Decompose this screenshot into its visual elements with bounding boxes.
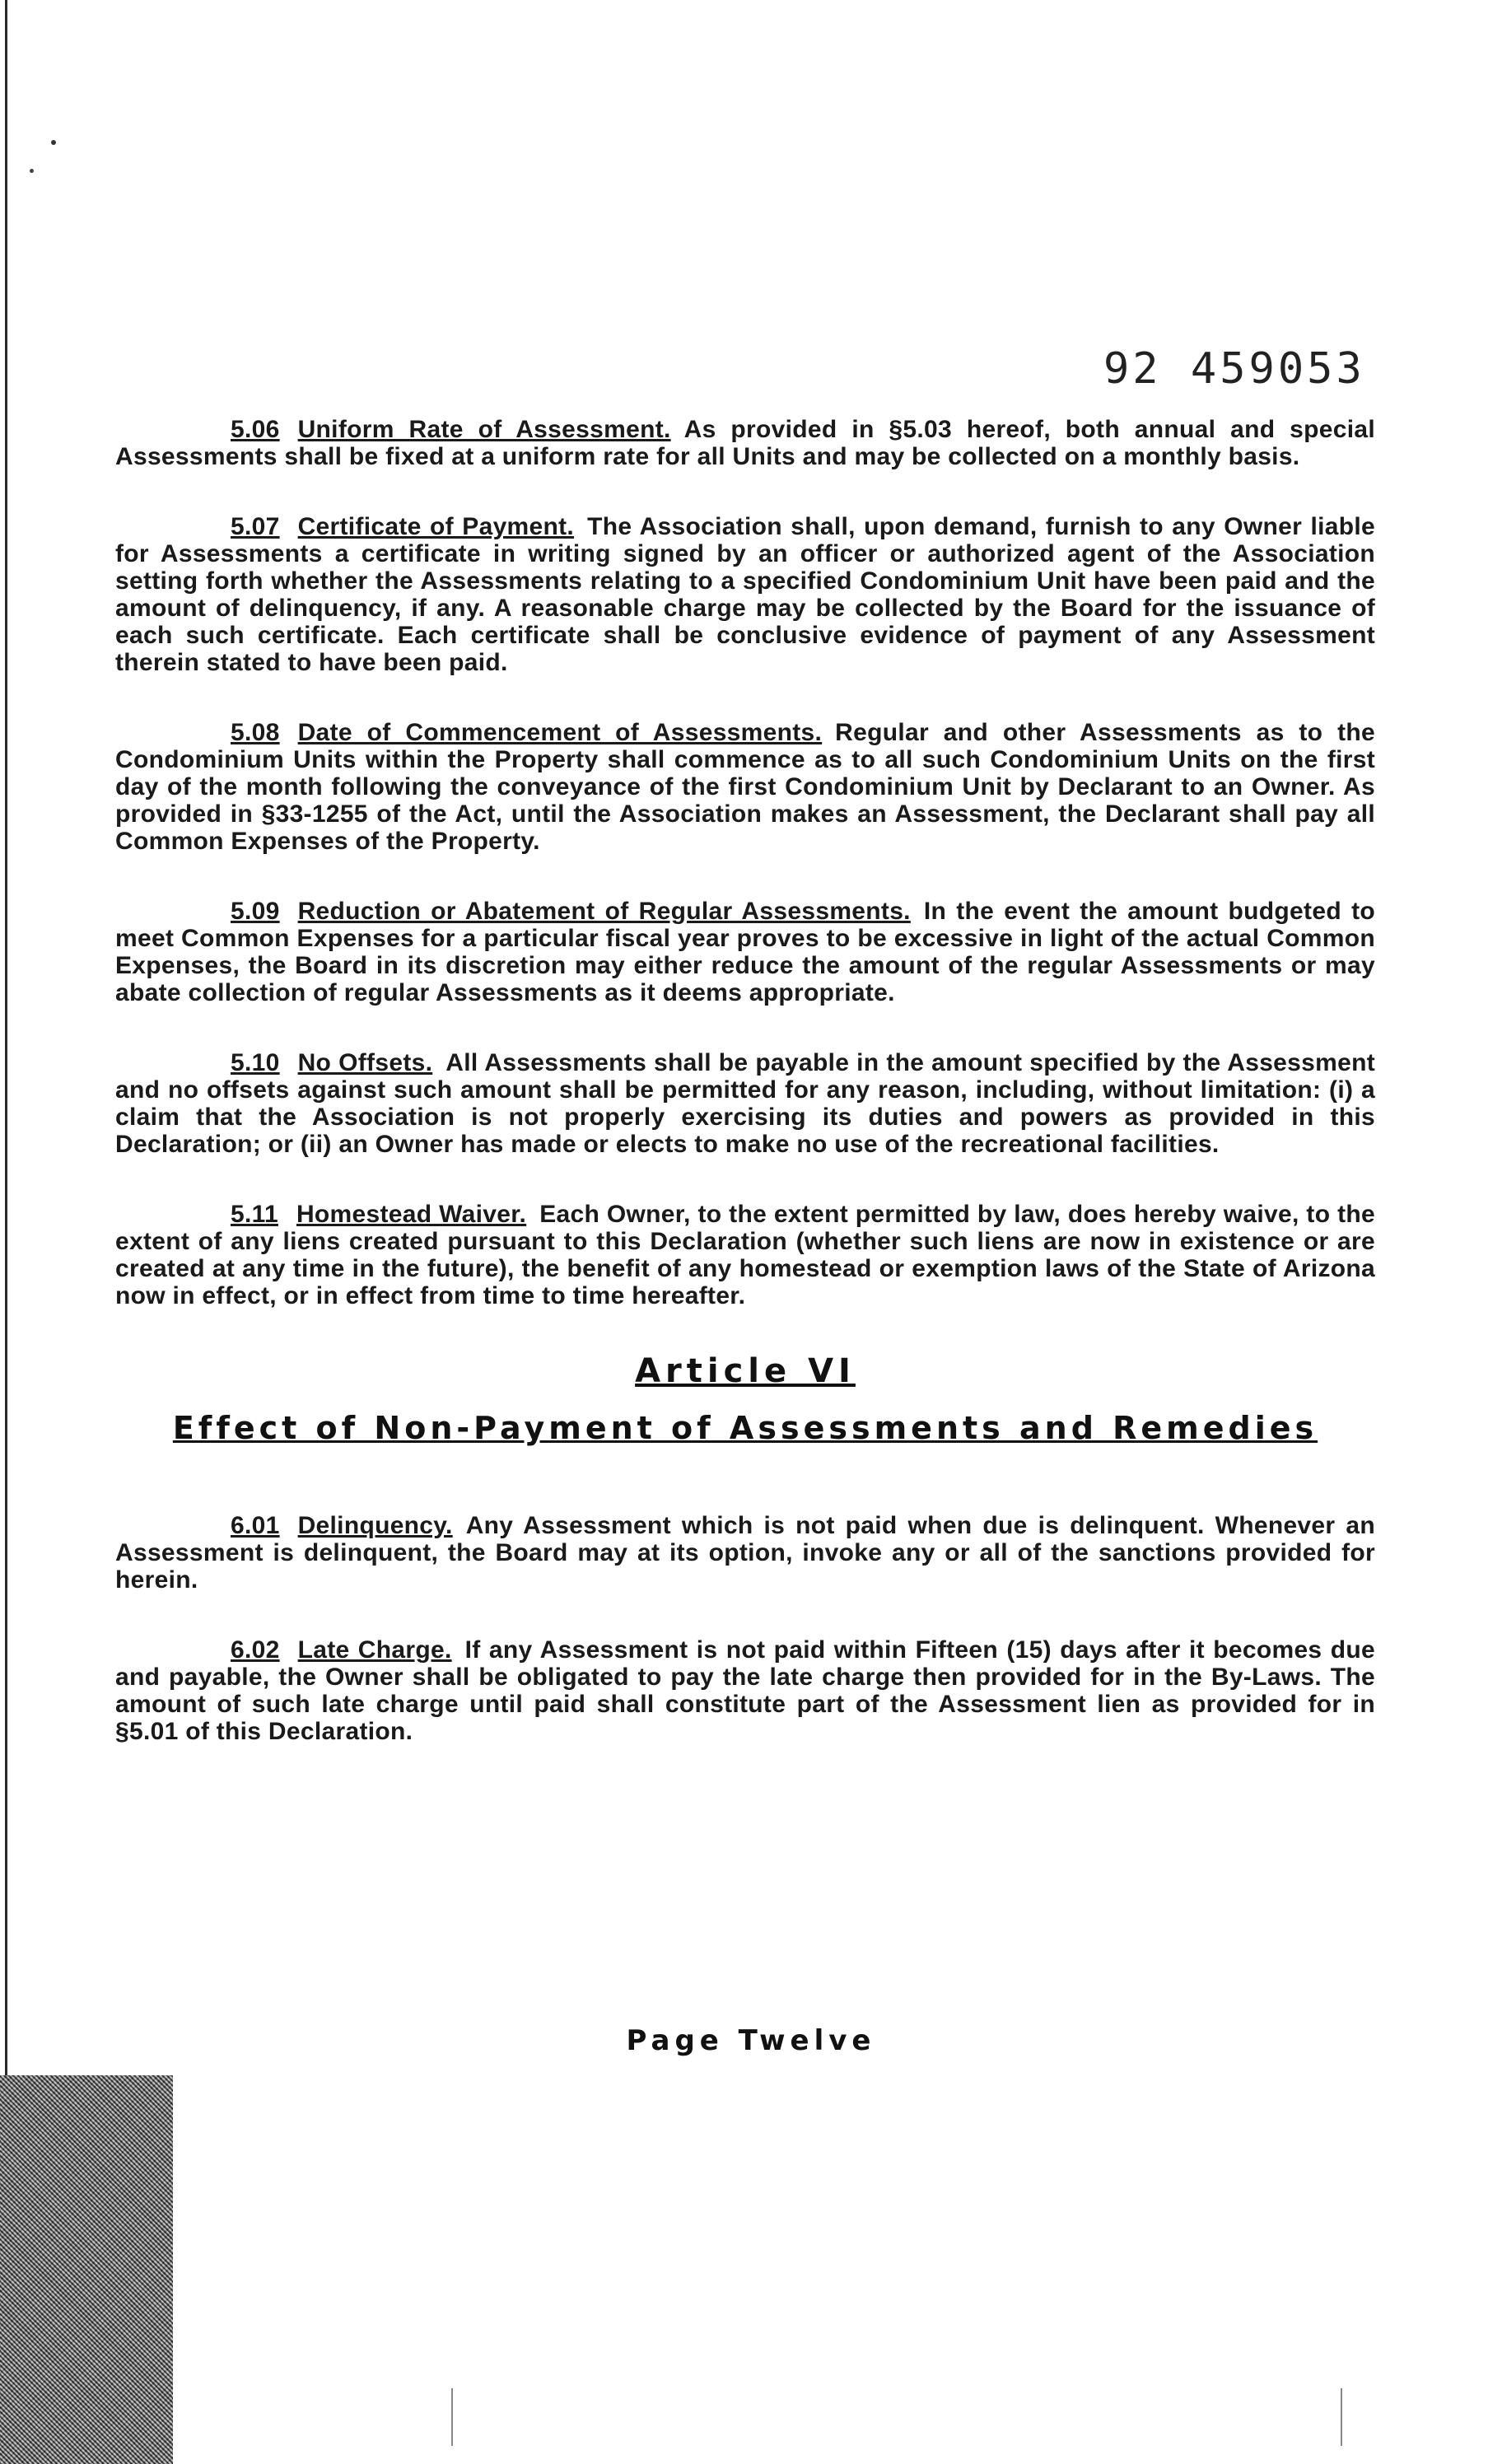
section-number: 5.11 — [231, 1201, 278, 1228]
section-number: 5.06 — [231, 416, 280, 443]
scan-mark — [451, 2388, 453, 2446]
section-body: Each Owner, to the extent permitted by law, does hereby waive, to the extent of any liens created pursuant to this Declaration (whether such liens are now in existence or are created at any time in the future), the benefit of any homestead or exemption laws of the State of Arizona now in effect, or in effect from time to time hereafter. — [115, 1201, 1375, 1309]
scan-mark — [1341, 2388, 1342, 2446]
section-title: Certificate of Payment. — [297, 513, 575, 540]
article-title: Effect of Non-Payment of Assessments and Remedies — [172, 1410, 1318, 1446]
section-6-02 — [115, 1636, 1375, 1745]
section-5-08 — [115, 719, 1375, 855]
section-body: Regular and other Assessments as to the Condominium Units within the Property shall commence as to all such Condominium Units on the first day of the month following the conveyance of the first Condominium Unit by Declarant to an Owner. As provided in §33-1255 of the Act, until the Association makes an Assessment, the Declarant shall pay all Common Expenses of the Property. — [115, 719, 1375, 855]
section-body: Any Assessment which is not paid when due is delinquent. Whenever an Assessment is delinquent, the Board may at its option, invoke any or all of the sanctions provided for herein. — [115, 1512, 1375, 1594]
section-number: 5.10 — [231, 1049, 280, 1076]
section-number: 5.07 — [231, 513, 280, 540]
scan-speck — [51, 140, 56, 145]
page-content — [115, 416, 1375, 1788]
section-body: The Association shall, upon demand, furnish to any Owner liable for Assessments a certificate in writing signed by an officer or authorized agent of the Association setting forth whether the Assessments relating to a specified Condominium Unit have been paid and the amount of delinquency, if any. A reasonable charge may be collected by the Board for the issuance of each such certificate. Each certificate shall be conclusive evidence of payment of any Assessment therein stated to have been paid. — [115, 513, 1375, 676]
section-title: Uniform Rate of Assessment. — [297, 416, 671, 443]
section-5-06 — [115, 416, 1375, 470]
section-title: No Offsets. — [297, 1049, 433, 1076]
section-number: 5.08 — [231, 719, 280, 746]
section-body: If any Assessment is not paid within Fifteen (15) days after it becomes due and payable, the Owner shall be obligated to pay the late charge then provided for in the By-Laws. The amount of such late charge until paid shall constitute part of the Assessment lien as provided for in §5.01 of this Declaration. — [115, 1636, 1375, 1745]
section-5-07 — [115, 513, 1375, 676]
section-title: Late Charge. — [297, 1636, 452, 1664]
section-title: Reduction or Abatement of Regular Assessments. — [297, 898, 911, 925]
scan-noise-block — [0, 2075, 173, 2464]
section-5-10 — [115, 1049, 1375, 1158]
section-title: Homestead Waiver. — [296, 1201, 527, 1228]
section-body: As provided in §5.03 hereof, both annual and special Assessments shall be fixed at a uniform rate for all Units and may be collected on a monthly basis. — [115, 416, 1376, 470]
section-number: 6.01 — [231, 1512, 280, 1539]
section-body: In the event the amount budgeted to meet Common Expenses for a particular fiscal year proves to be excessive in light of the actual Common Expenses, the Board in its discretion may either reduce the amount of the regular Assessments or may abate collection of regular Assessments as it deems appropriate. — [115, 898, 1375, 1006]
scan-speck — [30, 169, 34, 173]
section-6-01 — [115, 1512, 1375, 1594]
article-heading: Article VI — [635, 1352, 856, 1390]
section-5-09 — [115, 898, 1375, 1006]
section-title: Delinquency. — [297, 1512, 453, 1539]
section-number: 6.02 — [231, 1636, 280, 1664]
section-title: Date of Commencement of Assessments. — [297, 719, 823, 746]
section-5-11 — [115, 1201, 1375, 1309]
section-body: All Assessments shall be payable in the amount specified by the Assessment and no offsets against such amount shall be permitted for any reason, including, without limitation: (i) a claim that the Association is not properly exercising its duties and powers as provided in this Declaration; or (ii) an Owner has made or elects to make no use of the recreational facilities. — [115, 1049, 1376, 1158]
document-number: 92 459053 — [1103, 344, 1365, 394]
page-label: Page Twelve — [626, 2024, 876, 2057]
section-number: 5.09 — [231, 898, 280, 925]
